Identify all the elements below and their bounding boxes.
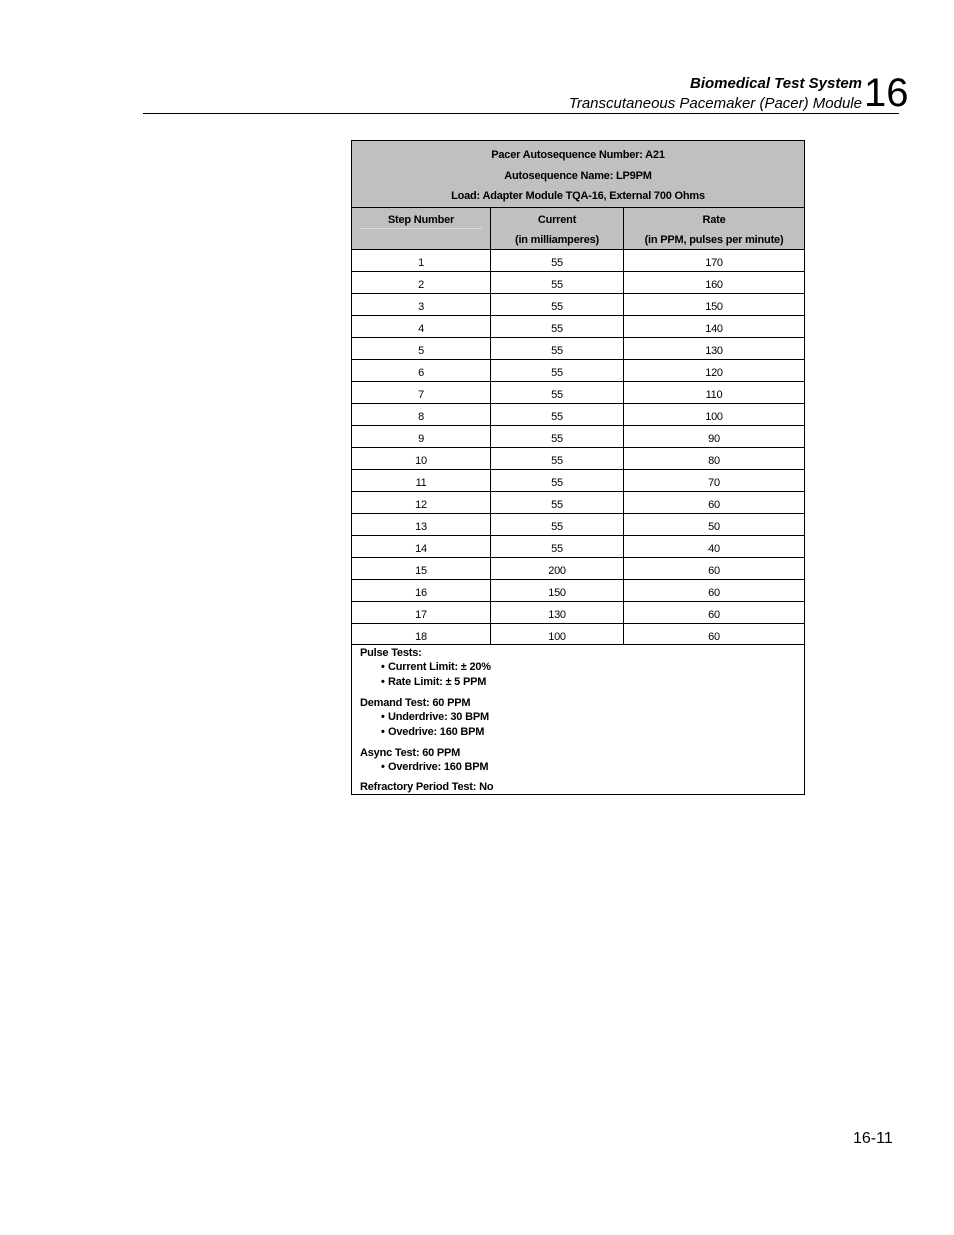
column-header-unit: (in PPM, pulses per minute)	[644, 233, 784, 246]
demand-overdrive-text: Ovedrive: 160 BPM	[388, 726, 485, 738]
current-limit-item	[360, 660, 804, 676]
current-cell: 55	[490, 316, 623, 337]
current-cell: 55	[490, 470, 623, 491]
column-header-label: Rate	[702, 213, 726, 226]
current-cell: 55	[490, 382, 623, 403]
table-row	[352, 580, 804, 602]
table-row	[352, 558, 804, 580]
current-cell: 55	[490, 448, 623, 469]
step-cell: 6	[418, 366, 424, 379]
header-underline	[360, 228, 482, 229]
autosequence-table	[351, 140, 805, 795]
step-cell: 16	[415, 586, 427, 599]
column-header-step	[352, 208, 490, 249]
rate-cell: 50	[623, 514, 804, 535]
table-row	[352, 470, 804, 492]
rate-cell: 120	[623, 360, 804, 381]
rate-cell: 130	[623, 338, 804, 359]
step-cell: 7	[418, 388, 424, 401]
rate-cell: 70	[623, 470, 804, 491]
step-cell: 3	[418, 300, 424, 313]
column-header-label: Step Number	[387, 213, 455, 226]
step-cell: 15	[415, 564, 427, 577]
rate-cell: 60	[623, 580, 804, 601]
current-cell: 130	[490, 602, 623, 623]
step-cell: 5	[418, 344, 424, 357]
current-cell: 200	[490, 558, 623, 579]
table-row	[352, 492, 804, 514]
table-row	[352, 250, 804, 272]
load-description: Load: Adapter Module TQA-16, External 700 Ohms	[451, 190, 705, 202]
bullet: •	[381, 760, 385, 773]
header-subtitle: Transcutaneous Pacemaker (Pacer) Module	[568, 95, 862, 112]
step-cell: 12	[415, 498, 427, 511]
step-cell: 8	[418, 410, 424, 423]
table-body	[352, 250, 804, 645]
bullet: •	[381, 660, 385, 673]
current-cell: 55	[490, 426, 623, 447]
step-cell: 4	[418, 322, 424, 335]
refractory-test-heading: Refractory Period Test: No	[360, 781, 494, 793]
current-cell: 55	[490, 250, 623, 271]
column-header-row	[352, 208, 804, 250]
rate-cell: 100	[623, 404, 804, 425]
table-row	[352, 448, 804, 470]
step-cell: 10	[415, 454, 427, 467]
async-overdrive-text: Overdrive: 160 BPM	[388, 760, 489, 773]
table-title-block	[352, 141, 804, 208]
step-cell: 9	[418, 432, 424, 445]
rate-limit-text: Rate Limit: ± 5 PPM	[388, 676, 487, 688]
column-header-unit: (in milliamperes)	[514, 233, 599, 246]
pulse-tests-heading: Pulse Tests:	[360, 646, 422, 659]
autosequence-number: Pacer Autosequence Number: A21	[491, 149, 665, 161]
rate-cell: 170	[623, 250, 804, 271]
table-row	[352, 382, 804, 404]
rate-cell: 160	[623, 272, 804, 293]
current-cell: 55	[490, 360, 623, 381]
table-row	[352, 536, 804, 558]
current-cell: 55	[490, 492, 623, 513]
rate-cell: 150	[623, 294, 804, 315]
table-row	[352, 426, 804, 448]
table-row	[352, 272, 804, 294]
current-limit-text: Current Limit: ± 20%	[388, 660, 491, 673]
async-overdrive-item	[360, 760, 804, 776]
demand-test-heading: Demand Test: 60 PPM	[360, 696, 471, 709]
table-row	[352, 338, 804, 360]
rate-cell: 80	[623, 448, 804, 469]
underdrive-item	[360, 710, 804, 726]
step-cell: 14	[415, 542, 427, 555]
current-cell: 55	[490, 404, 623, 425]
step-cell: 1	[418, 256, 424, 269]
current-cell: 100	[490, 624, 623, 644]
step-cell: 18	[415, 630, 427, 643]
table-row	[352, 360, 804, 382]
current-cell: 55	[490, 536, 623, 557]
rate-cell: 40	[623, 536, 804, 557]
page-number: 16-11	[853, 1130, 893, 1147]
rate-cell: 60	[623, 558, 804, 579]
bullet: •	[381, 726, 385, 738]
table-row	[352, 316, 804, 338]
rate-cell: 140	[623, 316, 804, 337]
current-cell: 55	[490, 514, 623, 535]
column-header-rate	[623, 208, 804, 249]
table-row	[352, 514, 804, 536]
current-cell: 55	[490, 272, 623, 293]
step-cell: 17	[415, 608, 427, 621]
header-rule	[143, 113, 899, 114]
table-row	[352, 404, 804, 426]
current-cell: 55	[490, 294, 623, 315]
rate-cell: 110	[623, 382, 804, 403]
step-cell: 2	[418, 278, 424, 291]
table-row	[352, 294, 804, 316]
test-notes	[352, 645, 804, 795]
table-row	[352, 624, 804, 645]
demand-overdrive-item	[360, 725, 804, 741]
table-row	[352, 602, 804, 624]
underdrive-text: Underdrive: 30 BPM	[388, 710, 489, 723]
running-header	[569, 74, 862, 114]
rate-cell: 60	[623, 624, 804, 644]
column-header-current	[490, 208, 623, 249]
column-header-label: Current	[537, 213, 577, 226]
bullet: •	[381, 710, 385, 723]
step-cell: 11	[415, 476, 427, 489]
step-cell: 13	[415, 520, 427, 533]
header-title: Biomedical Test System	[689, 75, 862, 92]
chapter-number: 16	[864, 71, 909, 115]
current-cell: 150	[490, 580, 623, 601]
rate-cell: 60	[623, 492, 804, 513]
rate-limit-item	[360, 675, 804, 691]
current-cell: 55	[490, 338, 623, 359]
rate-cell: 90	[623, 426, 804, 447]
autosequence-name: Autosequence Name: LP9PM	[504, 169, 652, 182]
rate-cell: 60	[623, 602, 804, 623]
bullet: •	[381, 676, 385, 688]
async-test-heading: Async Test: 60 PPM	[360, 746, 461, 759]
